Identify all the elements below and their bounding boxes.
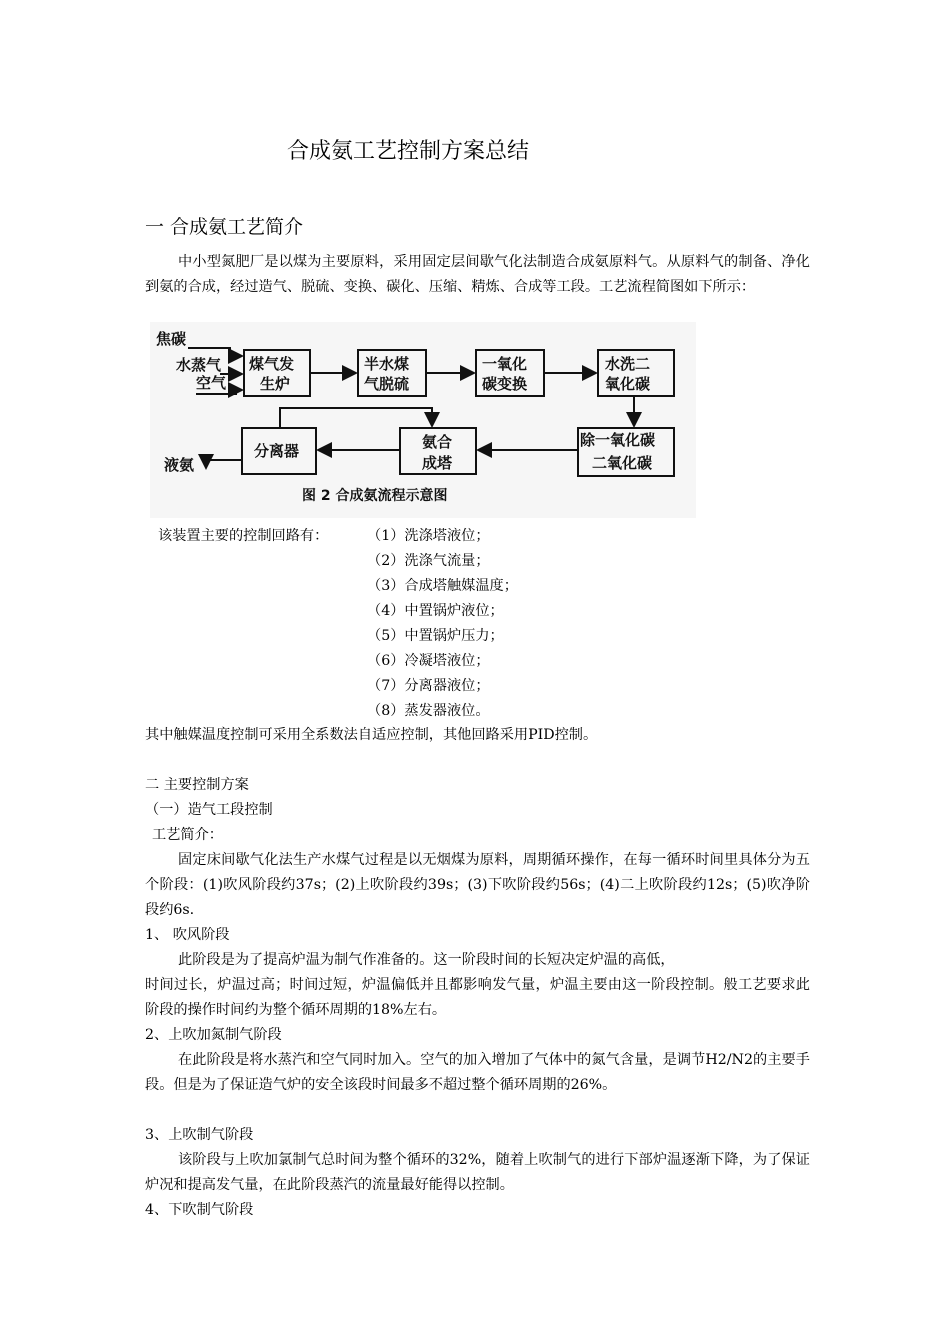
section-heading-control: 二 主要控制方案	[145, 777, 249, 793]
stage3-heading: 3、上吹制气阶段	[145, 1127, 254, 1143]
loop-item: （2）洗涤气流量；	[367, 553, 490, 569]
loop-item: （7）分离器液位；	[367, 678, 490, 694]
process-flow-svg	[150, 322, 696, 518]
process-flow-diagram	[150, 322, 696, 518]
co2wash-label-1: 水洗二	[605, 355, 651, 373]
gasifier-label-1: 煤气发	[249, 355, 295, 373]
stage2-paragraph: 在此阶段是将水蒸汽和空气同时加入。空气的加入增加了气体中的氮气含量，是调节H2/N2的主要手段。但是为了保证造气炉的安全该段时间最多不超过整个循环周期的26%。	[145, 1052, 810, 1093]
stage2-heading: 2、上吹加氮制气阶段	[145, 1027, 282, 1043]
loop-item: （8）蒸发器液位。	[367, 703, 490, 719]
loop-item: （5）中置锅炉压力；	[367, 628, 504, 644]
stage1-heading: 1、 吹风阶段	[145, 927, 230, 943]
output-liquid-ammonia-label: 液氨	[164, 456, 195, 474]
stage4-heading: 4、下吹制气阶段	[145, 1202, 254, 1218]
stage1-paragraph: 时间过长，炉温过高；时间过短，炉温偏低并且都影响发气量，炉温主要由这一阶段控制。般工艺要求此阶段的操作时间约为整个循环周期的18%左右。	[145, 977, 810, 1018]
arrow-liquid-ammonia	[206, 460, 242, 468]
section-heading-intro: 一 合成氨工艺简介	[145, 216, 304, 238]
input-coke-label: 焦碳	[156, 330, 187, 348]
gasifier-label-2: 生炉	[260, 375, 291, 393]
intro-paragraph: 中小型氮肥厂是以煤为主要原料，采用固定层间歇气化法制造合成氨原料气。从原料气的制备、净化到氨的合成，经过造气、脱硫、变换、碳化、压缩、精炼、合成等工段。工艺流程简图如下所示：	[145, 254, 810, 295]
synthesis-label-2: 成塔	[422, 454, 453, 472]
input-coke-arrow	[188, 348, 242, 356]
stage3-paragraph: 该阶段与上吹加氯制气总时间为整个循环的32%，随着上吹制气的进行下部炉温逐渐下降，为了保证炉况和提高发气量，在此阶段蒸汽的流量最好能得以控制。	[145, 1152, 810, 1193]
cycle-paragraph: 固定床间歇气化法生产水煤气过程是以无烟煤为原料，周期循环操作，在每一循环时间里具体分为五个阶段：(1)吹风阶段约37s；(2)上吹阶段约39s；(3)下吹阶段约56s；(4)二上吹阶段约12s；(5)吹净阶段约6s.	[145, 852, 810, 918]
synthesis-label-1: 氨合	[422, 433, 453, 451]
shift-label-1: 一氧化	[482, 355, 528, 373]
arrow-recycle-loop	[280, 408, 432, 428]
cleanup-label-1: 除一氧化碳	[580, 431, 656, 449]
input-air-label: 空气	[196, 374, 227, 392]
loop-item: （6）冷凝塔液位；	[367, 653, 490, 669]
process-intro-label: 工艺简介：	[152, 827, 223, 843]
loop-item: （1）洗涤塔液位；	[367, 528, 490, 544]
loops-lead-text: 该装置主要的控制回路有：	[158, 528, 329, 544]
diagram-caption: 图 2 合成氨流程示意图	[302, 488, 448, 504]
desulfur-label-2: 气脱硫	[364, 375, 410, 393]
separator-label: 分离器	[254, 442, 300, 460]
co2wash-label-2: 氧化碳	[605, 375, 651, 393]
subsection-heading-gasification: （一）造气工段控制	[145, 802, 273, 818]
loops-note: 其中触媒温度控制可采用全系数法自适应控制，其他回路采用PID控制。	[145, 727, 598, 743]
document-title: 合成氨工艺控制方案总结	[287, 139, 530, 164]
cleanup-label-2: 二氧化碳	[592, 454, 653, 472]
loop-item: （3）合成塔触媒温度；	[367, 578, 518, 594]
shift-label-2: 碳变换	[482, 375, 528, 393]
loop-item: （4）中置锅炉液位；	[367, 603, 504, 619]
desulfur-label-1: 半水煤	[364, 355, 410, 373]
stage1-first-line: 此阶段是为了提高炉温为制气作准备的。这一阶段时间的长短决定炉温的高低，	[178, 952, 675, 968]
input-steam-label: 水蒸气	[176, 356, 222, 374]
